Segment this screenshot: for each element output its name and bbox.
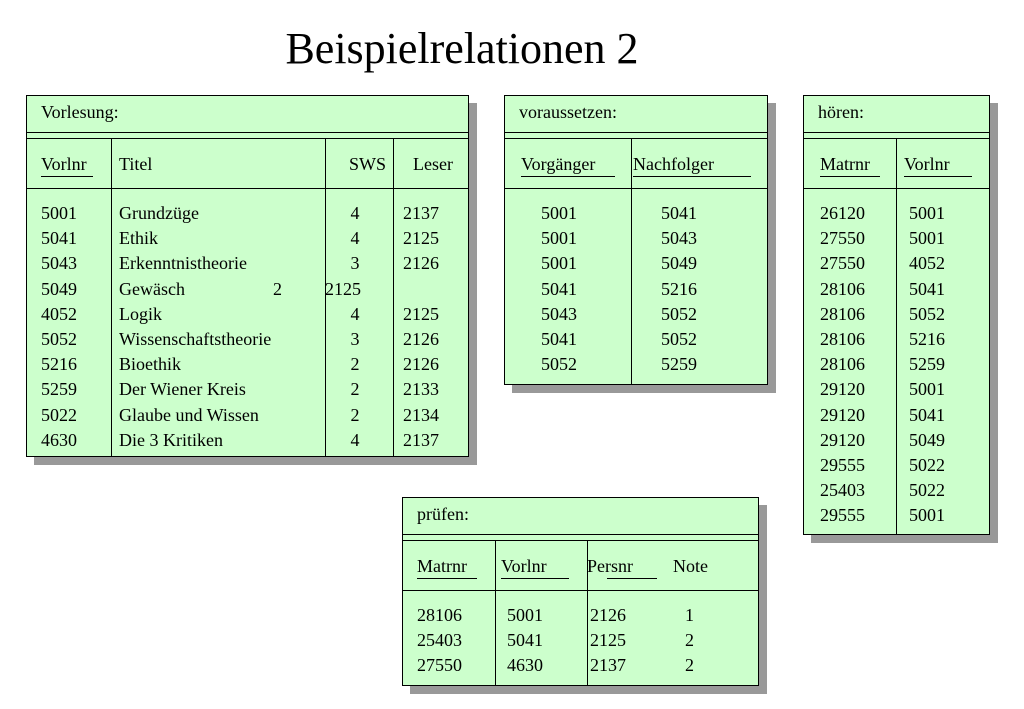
table-vorlesung (26, 95, 469, 457)
cell: 5022 (909, 454, 945, 475)
cell: 28106 (417, 605, 462, 625)
cell: Grundzüge (119, 203, 199, 223)
cell: 5043 (661, 228, 697, 249)
column-header: Persnr (587, 556, 633, 576)
cell: 5216 (909, 328, 945, 349)
cell: Der Wiener Kreis (119, 379, 246, 400)
cell: 5259 (661, 354, 697, 375)
cell: Erkenntnistheorie (119, 253, 247, 274)
cell: 5049 (661, 253, 697, 274)
cell: 4 (350, 429, 360, 450)
cell: 5041 (541, 328, 577, 349)
cell: 2125 (590, 630, 626, 651)
cell: Die 3 Kritiken (119, 429, 223, 450)
cell: 5041 (41, 228, 77, 249)
primary-key-underline (633, 176, 751, 177)
column-vorgaenger (541, 201, 577, 377)
cell: 3 (350, 253, 360, 274)
cell: 2134 (403, 404, 439, 425)
cell: 28106 (820, 278, 865, 299)
column-persnr (590, 603, 626, 679)
column-vorlnr (909, 201, 945, 528)
cell: 4 (350, 303, 360, 324)
cell: 5052 (909, 303, 945, 324)
cell: 5041 (909, 404, 945, 425)
cell: 2137 (403, 203, 439, 223)
cell: 5049 (41, 278, 77, 299)
cell: 28106 (820, 328, 865, 349)
page-title: Beispielrelationen 2 (285, 24, 639, 73)
cell: 25403 (417, 630, 462, 651)
cell: 5049 (909, 429, 945, 450)
primary-key-underline (904, 176, 972, 177)
cell: 29555 (820, 505, 865, 526)
cell: 5001 (541, 203, 577, 223)
cell: 2 (685, 630, 694, 651)
cell: 5041 (541, 278, 577, 299)
cell: Glaube und Wissen (119, 404, 259, 425)
cell: 5001 (41, 203, 77, 223)
cell: 2 (685, 655, 694, 676)
column-leser (403, 201, 439, 453)
cell: 5052 (41, 328, 77, 349)
primary-key-underline (521, 176, 615, 177)
cell: 5043 (41, 253, 77, 274)
column-vorlnr (507, 603, 543, 679)
cell: 4 (350, 228, 360, 249)
cell (403, 277, 439, 302)
cell: 4630 (41, 429, 77, 450)
cell: 5052 (661, 328, 697, 349)
cell: 2 (350, 354, 360, 375)
relation-name: prüfen: (417, 504, 469, 524)
column-header: Vorlnr (501, 556, 547, 576)
primary-key-underline (820, 176, 880, 177)
cell: 2133 (403, 379, 439, 400)
cell: 29120 (820, 379, 865, 400)
relation-name: voraussetzen: (519, 102, 617, 122)
column-header: Vorlnr (904, 154, 950, 174)
column-header: Matrnr (820, 154, 870, 174)
column-note (685, 603, 694, 679)
column-header: Vorgänger (521, 154, 596, 174)
column-header: Note (673, 556, 708, 576)
cell: 5041 (507, 630, 543, 651)
column-vorlnr (41, 201, 77, 453)
cell: Gewäsch (119, 278, 185, 299)
cell: Bioethik (119, 354, 181, 375)
primary-key-underline (41, 176, 93, 177)
cell: 5001 (541, 228, 577, 249)
cell: 3 (350, 328, 360, 349)
column-header: Nachfolger (633, 154, 714, 174)
underline (607, 578, 657, 579)
cell: 4052 (909, 253, 945, 274)
cell: 5043 (541, 303, 577, 324)
column-nachfolger (661, 201, 697, 377)
cell: 5001 (909, 379, 945, 400)
cell: 27550 (820, 228, 865, 249)
cell: 5259 (909, 354, 945, 375)
cell: 2137 (403, 429, 439, 450)
table-voraussetzen (504, 95, 768, 385)
cell-shifted: 2125 (325, 278, 361, 299)
cell: 2137 (590, 655, 626, 676)
cell: 28106 (820, 303, 865, 324)
cell: 1 (685, 605, 694, 625)
cell: 29120 (820, 429, 865, 450)
cell: 2125 (403, 228, 439, 249)
column-titel (119, 201, 271, 453)
primary-key-underline (501, 578, 569, 579)
cell: 5001 (541, 253, 577, 274)
cell: 29120 (820, 404, 865, 425)
cell: 2126 (403, 328, 439, 349)
cell: 4630 (507, 655, 543, 676)
cell: 5001 (909, 203, 945, 223)
cell: 5022 (41, 404, 77, 425)
cell: 2 (350, 404, 360, 425)
relation-name: hören: (818, 102, 864, 122)
cell: 4 (350, 203, 360, 223)
column-header: Titel (119, 154, 153, 174)
cell: 2 (350, 379, 360, 400)
cell: 27550 (820, 253, 865, 274)
cell: 5216 (661, 278, 697, 299)
cell: 5041 (909, 278, 945, 299)
cell: 29555 (820, 454, 865, 475)
column-header: Matrnr (417, 556, 467, 576)
cell: Wissenschaftstheorie (119, 328, 272, 349)
cell: 2126 (403, 354, 439, 375)
cell: 26120 (820, 203, 865, 223)
cell: 5001 (909, 505, 945, 526)
cell: 5216 (41, 354, 77, 375)
table-hoeren (803, 95, 990, 535)
cell: 2126 (590, 605, 626, 625)
column-matrnr (417, 603, 462, 679)
cell: 5259 (41, 379, 77, 400)
cell: 4052 (41, 303, 77, 324)
column-sws (343, 201, 367, 453)
cell: Logik (119, 303, 162, 324)
cell: 5041 (661, 203, 697, 223)
cell: 25403 (820, 480, 865, 501)
cell: Ethik (119, 228, 158, 249)
column-header: Vorlnr (41, 154, 87, 174)
cell: 5001 (909, 228, 945, 249)
cell: 5001 (507, 605, 543, 625)
table-pruefen (402, 497, 759, 686)
cell: 5052 (541, 354, 577, 375)
relation-name: Vorlesung: (41, 102, 119, 122)
primary-key-underline (417, 578, 477, 579)
column-header: SWS (349, 154, 387, 174)
cell: 5022 (909, 480, 945, 501)
column-matrnr (820, 201, 865, 528)
cell: 2126 (403, 253, 439, 274)
cell: 2125 (403, 303, 439, 324)
cell: 27550 (417, 655, 462, 676)
column-header: Leser (413, 154, 453, 174)
cell-shifted: 2 (273, 278, 282, 299)
cell: 5052 (661, 303, 697, 324)
cell: 28106 (820, 354, 865, 375)
